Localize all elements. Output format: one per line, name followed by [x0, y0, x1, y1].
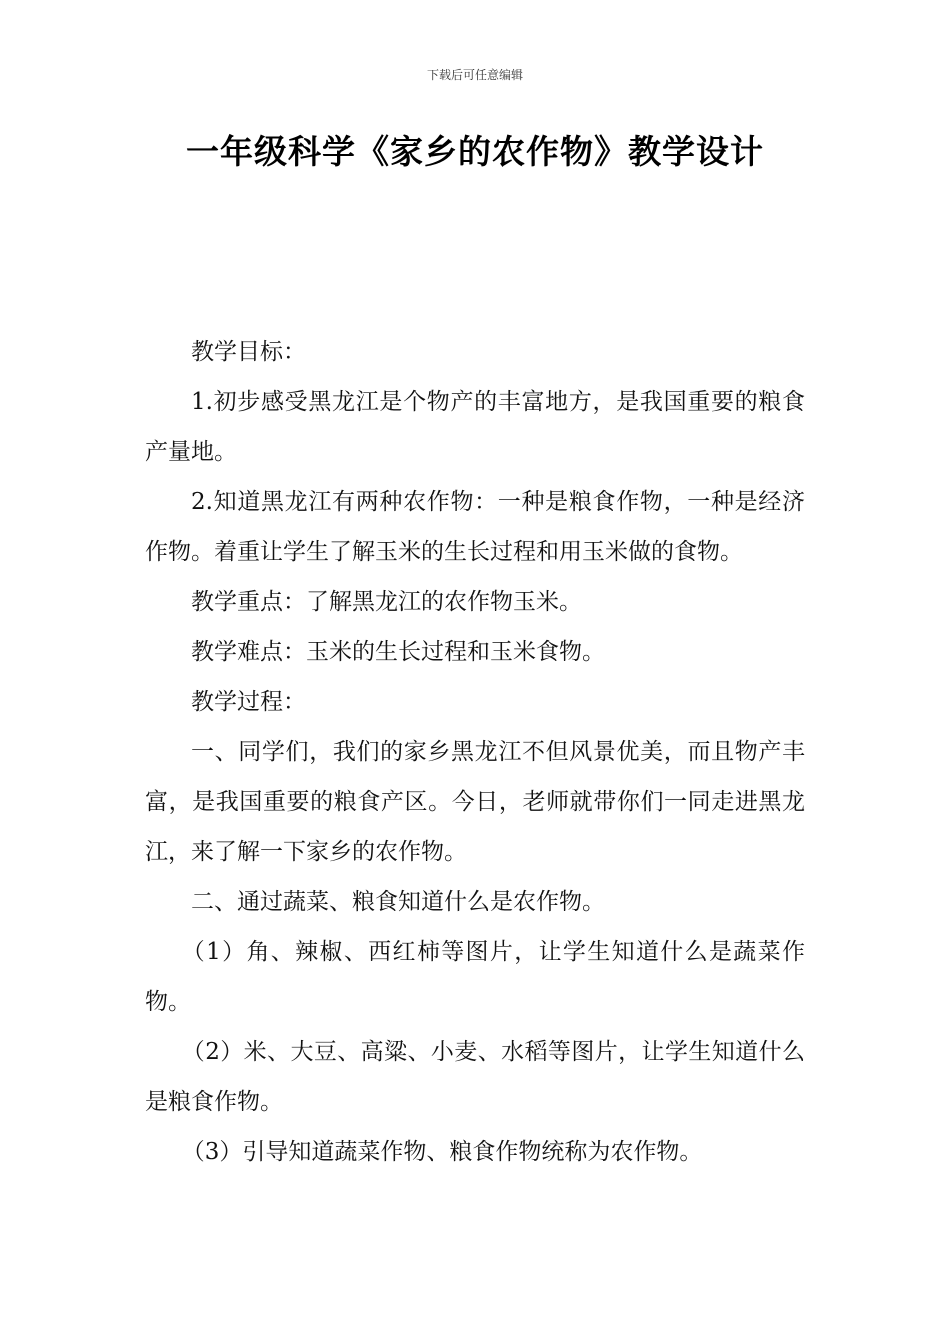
process-step-1: 一、同学们，我们的家乡黑龙江不但风景优美，而且物产丰富，是我国重要的粮食产区。今日，老师就带你们一同走进黑龙江，来了解一下家乡的农作物。: [145, 739, 805, 865]
process-item-2: （2）米、大豆、高粱、小麦、水稻等图片，让学生知道什么是粮食作物。: [145, 1039, 805, 1115]
document-title: 一年级科学《家乡的农作物》教学设计: [186, 132, 764, 171]
process-step-2: 二、通过蔬菜、粮食知道什么是农作物。: [191, 889, 605, 915]
section-heading-process: 教学过程：: [191, 689, 306, 715]
header-note: 下载后可任意编辑: [426, 68, 523, 82]
process-item-1: （1）角、辣椒、西红柿等图片，让学生知道什么是蔬菜作物。: [145, 939, 805, 1015]
section-heading-objectives: 教学目标：: [191, 339, 306, 365]
teaching-focus: 教学重点：了解黑龙江的农作物玉米。: [191, 589, 582, 615]
objective-paragraph-2: 2.知道黑龙江有两种农作物：一种是粮食作物，一种是经济作物。着重让学生了解玉米的生长过程和用玉米做的食物。: [145, 489, 805, 565]
document-body: [145, 327, 805, 1177]
teaching-difficulty: 教学难点：玉米的生长过程和玉米食物。: [191, 639, 605, 665]
process-item-3: （3）引导知道蔬菜作物、粮食作物统称为农作物。: [181, 1139, 703, 1165]
objective-paragraph-1: 1.初步感受黑龙江是个物产的丰富地方，是我国重要的粮食产量地。: [145, 389, 805, 465]
